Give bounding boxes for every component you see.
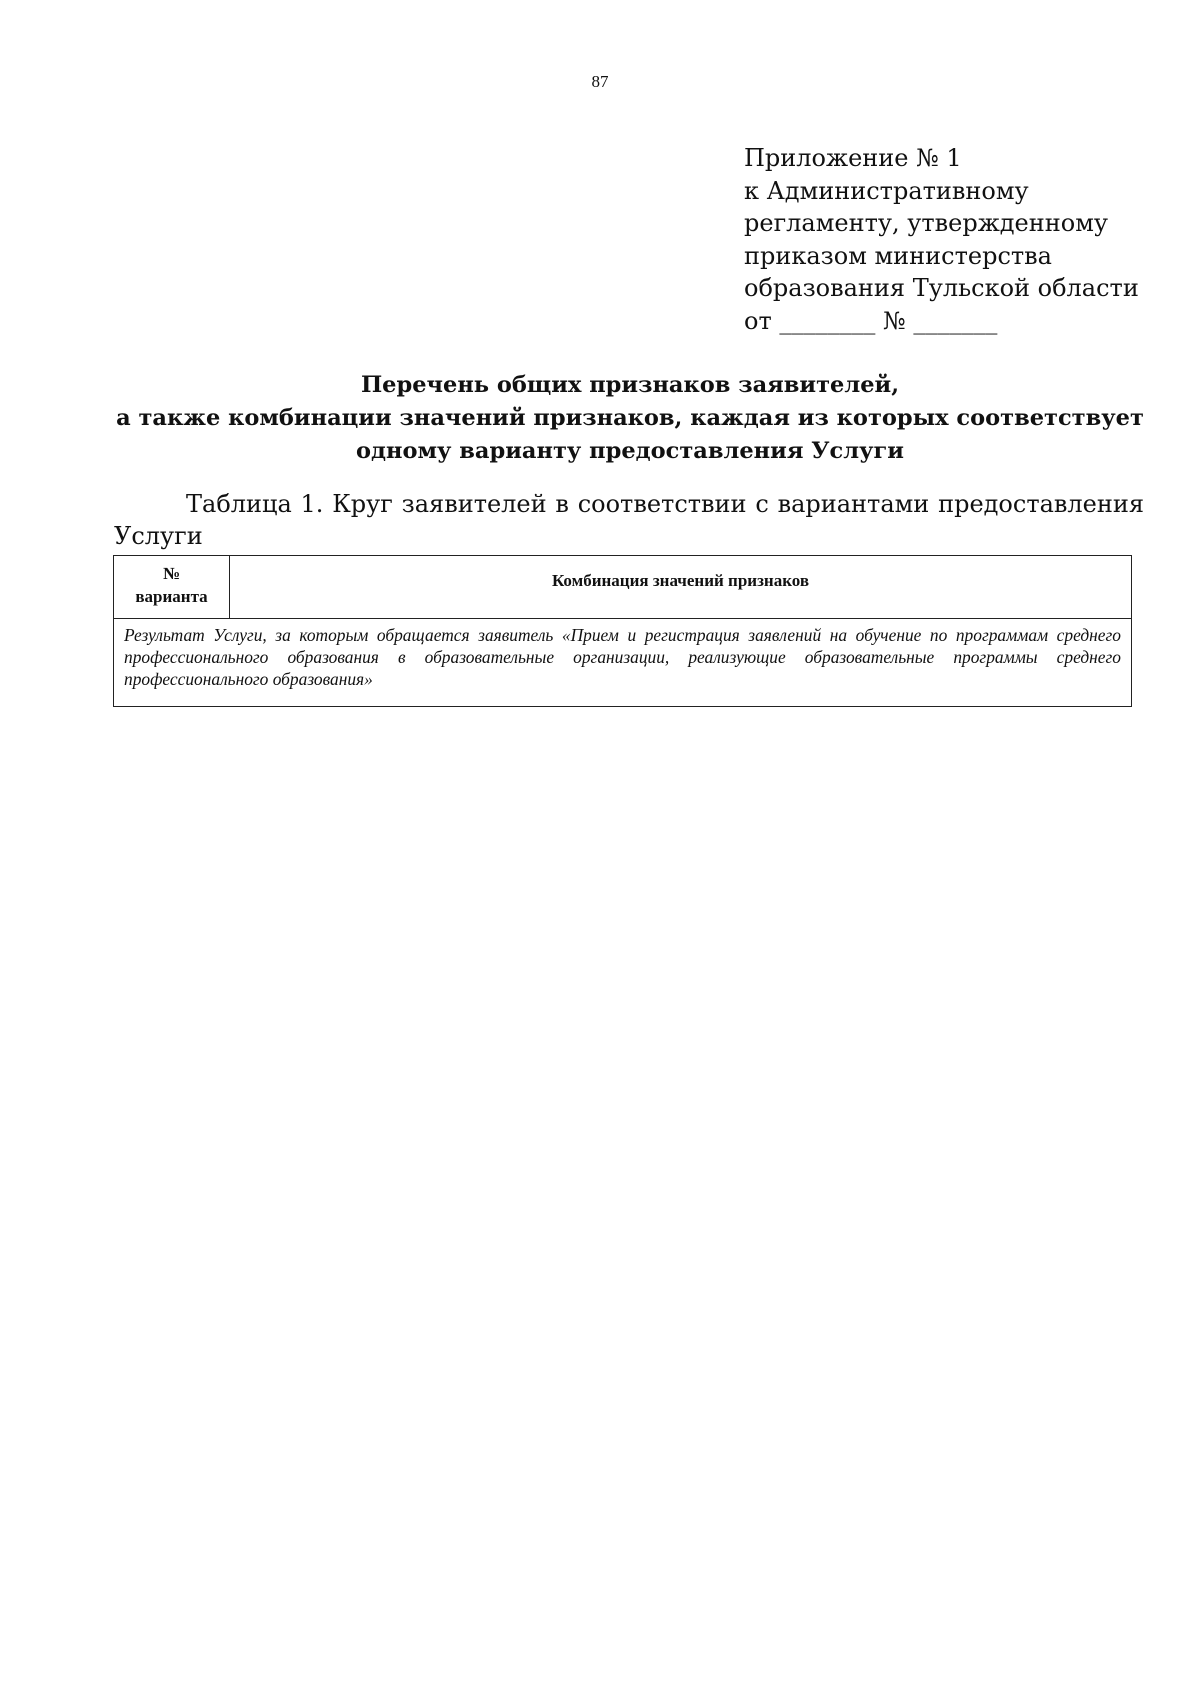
- table-result-row: Результат Услуги, за которым обращается заявитель «Прием и регистрация заявлений на обучение по программам среднего профессионального образования в образовательные организации, реализующие образовательные программы среднего профессионального образования»: [124, 625, 1121, 689]
- appendix-line: приказом министерства: [744, 241, 1052, 270]
- variants-table: [113, 555, 1132, 707]
- combination-header: Комбинация значений признаков: [551, 571, 810, 590]
- appendix-line: Приложение № 1: [744, 144, 962, 172]
- variant-header-line: варианта: [135, 587, 208, 606]
- appendix-line: регламенту, утвержденному: [744, 209, 1108, 237]
- appendix-line: образования Тульской области: [744, 274, 1139, 302]
- title-line: а также комбинации значений признаков, каждая из которых соответствует: [116, 405, 1144, 431]
- page-number: 87: [591, 72, 609, 91]
- title-line: Перечень общих признаков заявителей,: [360, 372, 900, 398]
- variant-number-header: [114, 556, 230, 618]
- table-header-row: [114, 556, 1131, 619]
- appendix-line: к Административному: [744, 176, 1029, 205]
- variant-header-line: №: [162, 564, 181, 583]
- document-title: [110, 369, 1150, 468]
- appendix-block: [744, 142, 1164, 337]
- title-line: одному варианту предоставления Услуги: [356, 438, 904, 464]
- table-caption: Таблица 1. Круг заявителей в соответствии с вариантами предоставления Услуги: [114, 490, 1144, 550]
- appendix-line: от ________ № _______: [744, 306, 998, 335]
